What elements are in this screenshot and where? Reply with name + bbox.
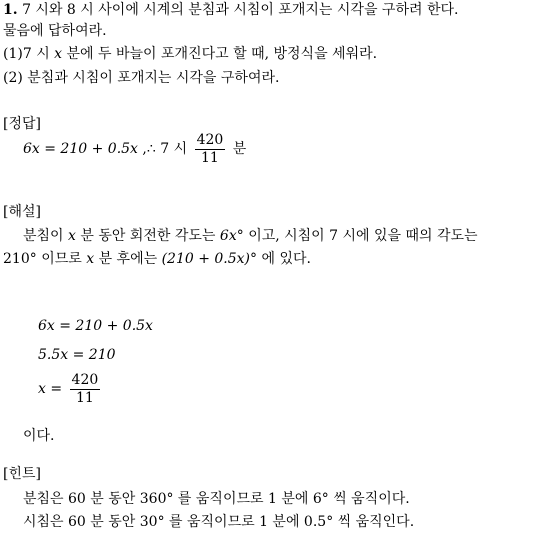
derivation-step-3 bbox=[38, 371, 103, 407]
hint-line-1: 분침은 60 분 동안 360° 를 움직이므로 1 분에 6° 씩 움직이다. bbox=[23, 491, 410, 507]
question-1-prefix: (1)7 시 bbox=[3, 46, 50, 62]
answer-fraction bbox=[195, 132, 226, 167]
problem-text-1: 7 시와 8 시 사이에 시계의 분침과 시침이 포개지는 시각을 구하려 한다. bbox=[22, 2, 459, 18]
answer-fraction-denominator: 11 bbox=[201, 149, 219, 166]
question-1-var: x bbox=[54, 46, 63, 62]
answer-separator: ,∴ 7 시 bbox=[142, 141, 188, 157]
answer-unit: 분 bbox=[232, 141, 247, 157]
answer-line bbox=[23, 131, 246, 167]
question-1 bbox=[3, 45, 377, 63]
answer-header: [정답] bbox=[3, 116, 41, 132]
answer-fraction-numerator: 420 bbox=[196, 131, 224, 148]
explanation-text-2b: 이므로 bbox=[41, 251, 82, 267]
explanation-header: [해설] bbox=[3, 204, 41, 220]
problem-number: 1. bbox=[3, 2, 18, 18]
explanation-text-1c: 이고, 시침이 7 시에 있을 때의 각도는 bbox=[248, 228, 478, 244]
derivation-step-3-lhs: x = bbox=[38, 381, 63, 397]
hint-line-2: 시침은 60 분 동안 30° 를 움직이므로 1 분에 0.5° 씩 움직인다. bbox=[23, 514, 415, 530]
problem-line-1 bbox=[3, 1, 458, 19]
explanation-text-1a: 분침이 bbox=[23, 228, 64, 244]
answer-equation: 6x = 210 + 0.5x bbox=[23, 141, 138, 157]
explanation-text-2c: 분 후에는 bbox=[98, 251, 158, 267]
explanation-line-2 bbox=[3, 250, 311, 268]
derivation-step-2: 5.5x = 210 bbox=[38, 347, 116, 363]
derivation-fraction-numerator: 420 bbox=[71, 371, 99, 388]
question-1-suffix: 분에 두 바늘이 포개진다고 할 때, 방정식을 세워라. bbox=[66, 46, 378, 62]
derivation-fraction bbox=[70, 372, 101, 407]
explanation-line-1 bbox=[23, 227, 478, 245]
problem-line-2: 물음에 답하여라. bbox=[3, 23, 107, 39]
explanation-text-2d: 에 있다. bbox=[261, 251, 311, 267]
explanation-text-1b: 분 동안 회전한 각도는 bbox=[80, 228, 216, 244]
explanation-conclusion: 이다. bbox=[23, 428, 55, 444]
explanation-expr-2: (210 + 0.5x)° bbox=[161, 251, 258, 267]
explanation-var-2: x bbox=[86, 251, 95, 267]
question-2: (2) 분침과 시침이 포개지는 시각을 구하여라. bbox=[3, 70, 280, 86]
derivation-fraction-denominator: 11 bbox=[75, 389, 94, 406]
hint-header: [힌트] bbox=[3, 466, 41, 482]
explanation-text-2a: 210° bbox=[3, 251, 37, 267]
explanation-expr-1: 6x° bbox=[219, 228, 244, 244]
derivation-step-1: 6x = 210 + 0.5x bbox=[38, 318, 153, 334]
explanation-var-1: x bbox=[68, 228, 76, 244]
